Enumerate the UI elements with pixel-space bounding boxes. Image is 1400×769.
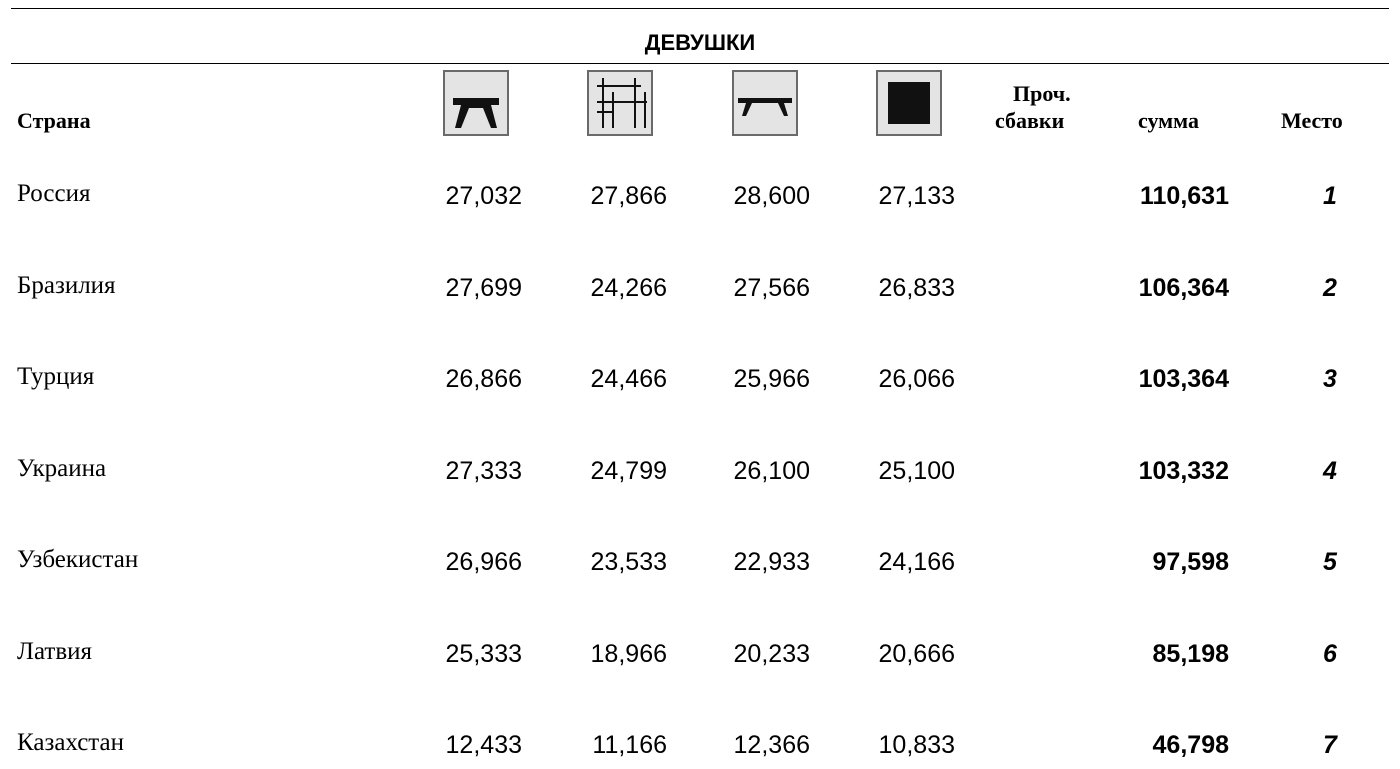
country-name: Латвия — [17, 637, 93, 665]
table-title: ДЕВУШКИ — [644, 30, 756, 55]
table-row — [0, 638, 1400, 678]
country-name: Украина — [17, 454, 107, 482]
country-name: Россия — [17, 180, 91, 207]
country-name: Турция — [17, 363, 95, 390]
score-cell: 24,166 — [878, 548, 955, 576]
country-name: Узбекистан — [17, 546, 139, 573]
country-name: Бразилия — [17, 271, 116, 299]
score-cell: 20,233 — [733, 639, 810, 668]
sum-cell: 110,631 — [1140, 182, 1229, 210]
sum-cell: 46,798 — [1152, 731, 1229, 759]
sum-cell: 106,364 — [1138, 273, 1229, 302]
table-row — [0, 729, 1400, 769]
place-cell: 7 — [1323, 731, 1337, 759]
vault-icon — [443, 70, 509, 136]
score-cell: 27,566 — [733, 273, 810, 302]
table-row — [0, 272, 1400, 312]
score-cell: 28,600 — [733, 182, 810, 210]
sum-cell: 85,198 — [1152, 639, 1229, 668]
place-cell: 3 — [1323, 365, 1337, 393]
score-cell: 25,333 — [445, 639, 522, 668]
header-place: Место — [1281, 108, 1343, 133]
sum-cell: 97,598 — [1152, 548, 1229, 576]
score-cell: 12,366 — [733, 731, 810, 759]
score-cell: 18,966 — [590, 639, 667, 668]
balance-beam-icon — [732, 70, 798, 136]
score-cell: 26,866 — [445, 365, 522, 393]
score-cell: 20,666 — [878, 639, 955, 668]
table-row — [0, 546, 1400, 586]
score-cell: 10,833 — [878, 731, 955, 759]
score-cell: 22,933 — [733, 548, 810, 576]
place-cell: 2 — [1323, 273, 1337, 302]
floor-exercise-icon — [876, 70, 942, 136]
score-cell: 25,100 — [878, 456, 955, 485]
table-row — [0, 180, 1400, 220]
score-cell: 27,333 — [445, 456, 522, 485]
header-sum: сумма — [1138, 108, 1200, 133]
score-cell: 11,166 — [592, 731, 667, 759]
country-name: Казахстан — [17, 729, 124, 756]
sum-cell: 103,332 — [1138, 456, 1229, 485]
sum-cell: 103,364 — [1138, 365, 1229, 393]
score-cell: 26,066 — [878, 365, 955, 393]
score-cell: 12,433 — [445, 731, 522, 759]
score-cell: 26,966 — [445, 548, 522, 576]
header-rule — [11, 63, 1389, 64]
score-cell: 26,100 — [733, 456, 810, 485]
uneven-bars-icon — [587, 70, 653, 136]
score-cell: 23,533 — [590, 548, 667, 576]
score-cell: 24,799 — [590, 456, 667, 485]
score-cell: 24,466 — [590, 365, 667, 393]
score-cell: 27,032 — [445, 182, 522, 210]
table-row — [0, 455, 1400, 495]
score-cell: 24,266 — [590, 273, 667, 302]
score-cell: 25,966 — [733, 365, 810, 393]
score-cell: 27,866 — [590, 182, 667, 210]
header-other-deductions: Проч. сбавки — [995, 81, 1071, 133]
place-cell: 5 — [1323, 548, 1337, 576]
place-cell: 1 — [1323, 182, 1337, 210]
header-country: Страна — [17, 108, 91, 133]
score-cell: 26,833 — [878, 273, 955, 302]
score-cell: 27,699 — [445, 273, 522, 302]
place-cell: 6 — [1323, 639, 1337, 668]
table-row — [0, 363, 1400, 403]
place-cell: 4 — [1323, 456, 1337, 485]
top-rule — [11, 8, 1389, 9]
score-cell: 27,133 — [878, 182, 955, 210]
